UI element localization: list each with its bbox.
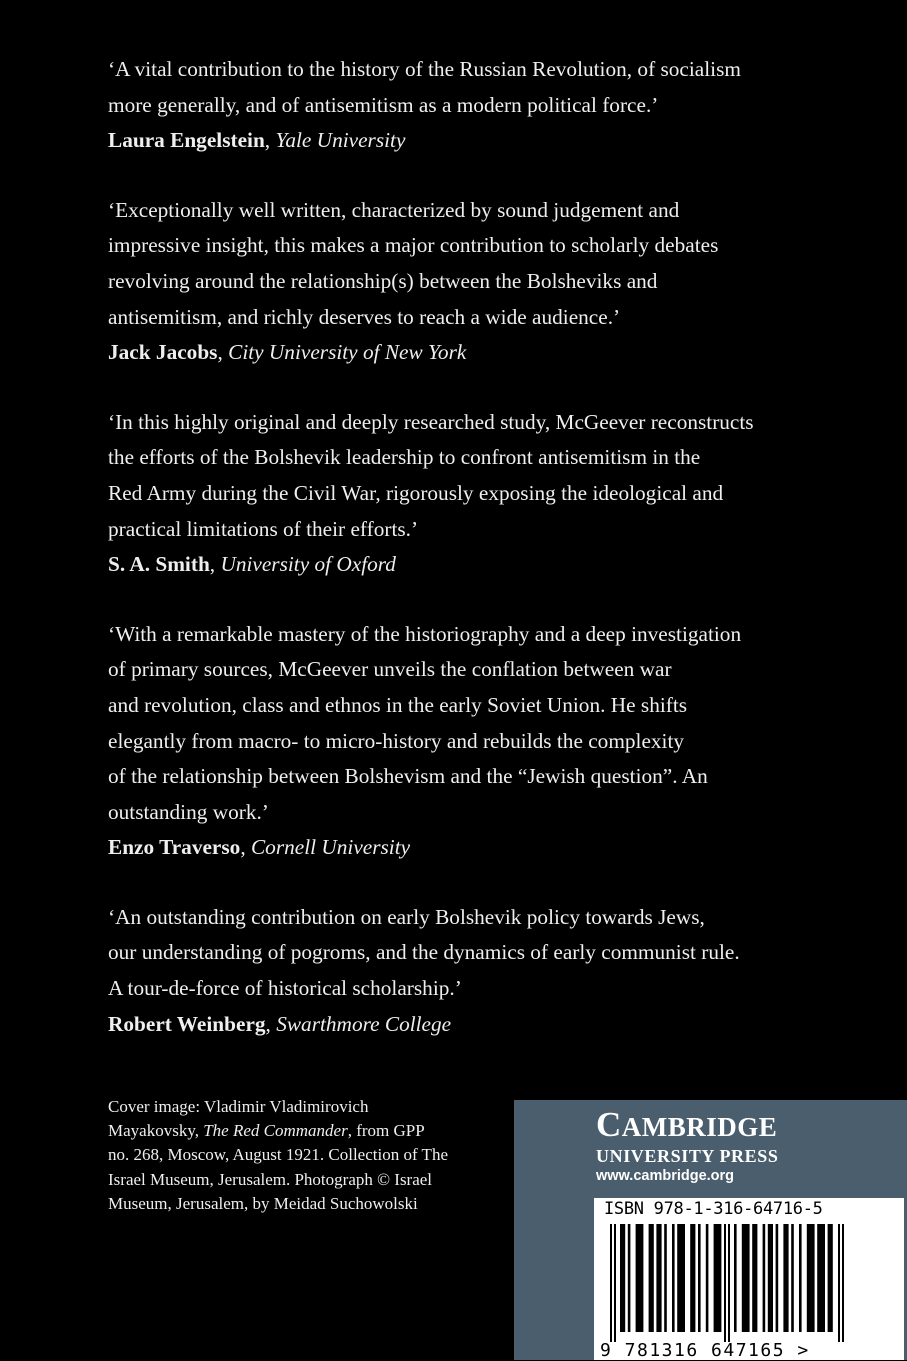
barcode-bar xyxy=(698,1224,701,1332)
barcode-bar xyxy=(828,1224,833,1332)
barcode-bar xyxy=(807,1224,815,1332)
quote-line: ‘A vital contribution to the history of the Russian Revolution, of socialism xyxy=(108,57,741,81)
barcode-bar xyxy=(714,1224,722,1332)
quote-line: the efforts of the Bolshevik leadership to confront antisemitism in the xyxy=(108,445,701,470)
barcode-digits: 9 781316 647165 > xyxy=(600,1340,810,1361)
reviewer-name: Jack Jacobs xyxy=(108,340,218,365)
reviewer-name: Laura Engelstein xyxy=(108,128,265,153)
credit-line xyxy=(108,1119,498,1143)
quote-line: ‘With a remarkable mastery of the historiography and a deep investigation xyxy=(108,621,742,646)
quote-line: practical limitations of their efforts.’ xyxy=(108,516,419,541)
barcode-bar xyxy=(783,1224,788,1332)
reviewer-name: Enzo Traverso xyxy=(108,835,241,860)
endorsement xyxy=(108,617,868,866)
barcode-bar xyxy=(677,1224,685,1332)
reviewer-institution: University of Oxford xyxy=(220,552,396,577)
quote-line: Red Army during the Civil War, rigorously exposing the ideological and xyxy=(108,480,724,505)
reviewer-institution: City University of New York xyxy=(228,340,467,365)
attribution: S. A. Smith, University of Oxford xyxy=(108,552,396,577)
reviewer-institution: Swarthmore College xyxy=(276,1011,452,1036)
barcode-bar xyxy=(706,1224,709,1332)
barcode-bar xyxy=(776,1224,779,1332)
barcode-bar xyxy=(664,1224,667,1332)
quote-line: our understanding of pogroms, and the dynamics of early communist rule. xyxy=(108,940,740,965)
endorsement xyxy=(108,193,868,371)
credit-text: , from GPP xyxy=(347,1121,425,1141)
quote-line: outstanding work.’ xyxy=(108,799,269,824)
quote-line: of primary sources, McGeever unveils the conflation between war xyxy=(108,657,672,682)
publisher-name xyxy=(596,1106,826,1146)
reviewer-institution: Cornell University xyxy=(250,835,411,860)
publisher-logo xyxy=(596,1106,826,1186)
barcode-bar xyxy=(763,1224,766,1332)
barcode-bar xyxy=(838,1224,840,1342)
barcode-bar xyxy=(842,1224,844,1342)
publisher-website[interactable]: www.cambridge.org xyxy=(596,1168,735,1184)
barcode-label xyxy=(594,1198,904,1360)
endorsements xyxy=(108,52,868,1076)
quote-line: A tour-de-force of historical scholarship.’ xyxy=(108,976,462,1001)
quote-line: ‘In this highly original and deeply researched study, McGeever reconstructs xyxy=(108,409,754,434)
reviewer-name: S. A. Smith xyxy=(108,552,210,577)
quote-line: revolving around the relationship(s) between the Bolsheviks and xyxy=(108,268,658,293)
barcode-bars xyxy=(604,1224,886,1342)
publisher-panel xyxy=(514,1100,907,1360)
artwork-title: The Red Commander xyxy=(203,1121,348,1141)
reviewer-name: Robert Weinberg xyxy=(108,1011,266,1036)
barcode-bar xyxy=(656,1224,661,1332)
quote-line: more generally, and of antisemitism as a modern political force.’ xyxy=(108,92,659,117)
cover-image-credit xyxy=(108,1095,498,1216)
attribution: Enzo Traverso, Cornell University xyxy=(108,835,411,860)
publisher-press-text: UNIVERSITY PRESS xyxy=(596,1146,779,1166)
barcode-bar xyxy=(734,1224,737,1332)
barcode-bar xyxy=(817,1224,825,1332)
barcode-bar xyxy=(752,1224,757,1332)
quote-line: antisemitism, and richly deserves to reach a wide audience.’ xyxy=(108,304,621,329)
barcode-bar xyxy=(742,1224,750,1332)
attribution: Jack Jacobs, City University of New York xyxy=(108,340,467,365)
credit-line: Cover image: Vladimir Vladimirovich xyxy=(108,1097,369,1116)
isbn-text: ISBN 978-1-316-64716-5 xyxy=(604,1199,823,1219)
quote-line: ‘An outstanding contribution on early Bolshevik policy towards Jews, xyxy=(108,904,705,929)
barcode-bar xyxy=(728,1224,730,1342)
barcode-bar xyxy=(768,1224,773,1332)
credit-text: Mayakovsky, xyxy=(108,1121,204,1141)
attribution: Laura Engelstein, Yale University xyxy=(108,128,406,153)
barcode-bar xyxy=(614,1224,616,1342)
quote-line: of the relationship between Bolshevism and the “Jewish question”. An xyxy=(108,764,708,789)
credit-line: Israel Museum, Jerusalem. Photograph © Israel xyxy=(108,1169,433,1189)
credit-line: no. 268, Moscow, August 1921. Collection of The xyxy=(108,1145,448,1165)
barcode-bar xyxy=(636,1224,644,1332)
quote-line: and revolution, class and ethnos in the early Soviet Union. He shifts xyxy=(108,692,688,717)
barcode-bar xyxy=(620,1224,625,1332)
barcode-bar xyxy=(610,1224,612,1342)
quote-line: elegantly from macro- to micro-history and rebuilds the complexity xyxy=(108,728,685,753)
barcode-bar xyxy=(799,1224,802,1332)
endorsement xyxy=(108,52,868,159)
quote-line: impressive insight, this makes a major contribution to scholarly debates xyxy=(108,233,719,258)
endorsement xyxy=(108,900,868,1042)
barcode-bar xyxy=(672,1224,675,1332)
attribution: Robert Weinberg, Swarthmore College xyxy=(108,1011,452,1036)
barcode-bar xyxy=(791,1224,794,1332)
publisher-name-rest: AMBRIDGE xyxy=(621,1112,778,1142)
endorsement xyxy=(108,405,868,583)
reviewer-institution: Yale University xyxy=(275,128,406,153)
barcode-bar xyxy=(628,1224,631,1332)
publisher-press xyxy=(596,1146,826,1166)
credit-line: Museum, Jerusalem, by Meidad Suchowolski xyxy=(108,1193,418,1213)
barcode-bar xyxy=(649,1224,654,1332)
barcode-bar xyxy=(690,1224,695,1332)
publisher-name-initial: C xyxy=(596,1105,622,1144)
quote-line: ‘Exceptionally well written, characterized by sound judgement and xyxy=(108,197,680,222)
barcode-bar xyxy=(724,1224,726,1342)
